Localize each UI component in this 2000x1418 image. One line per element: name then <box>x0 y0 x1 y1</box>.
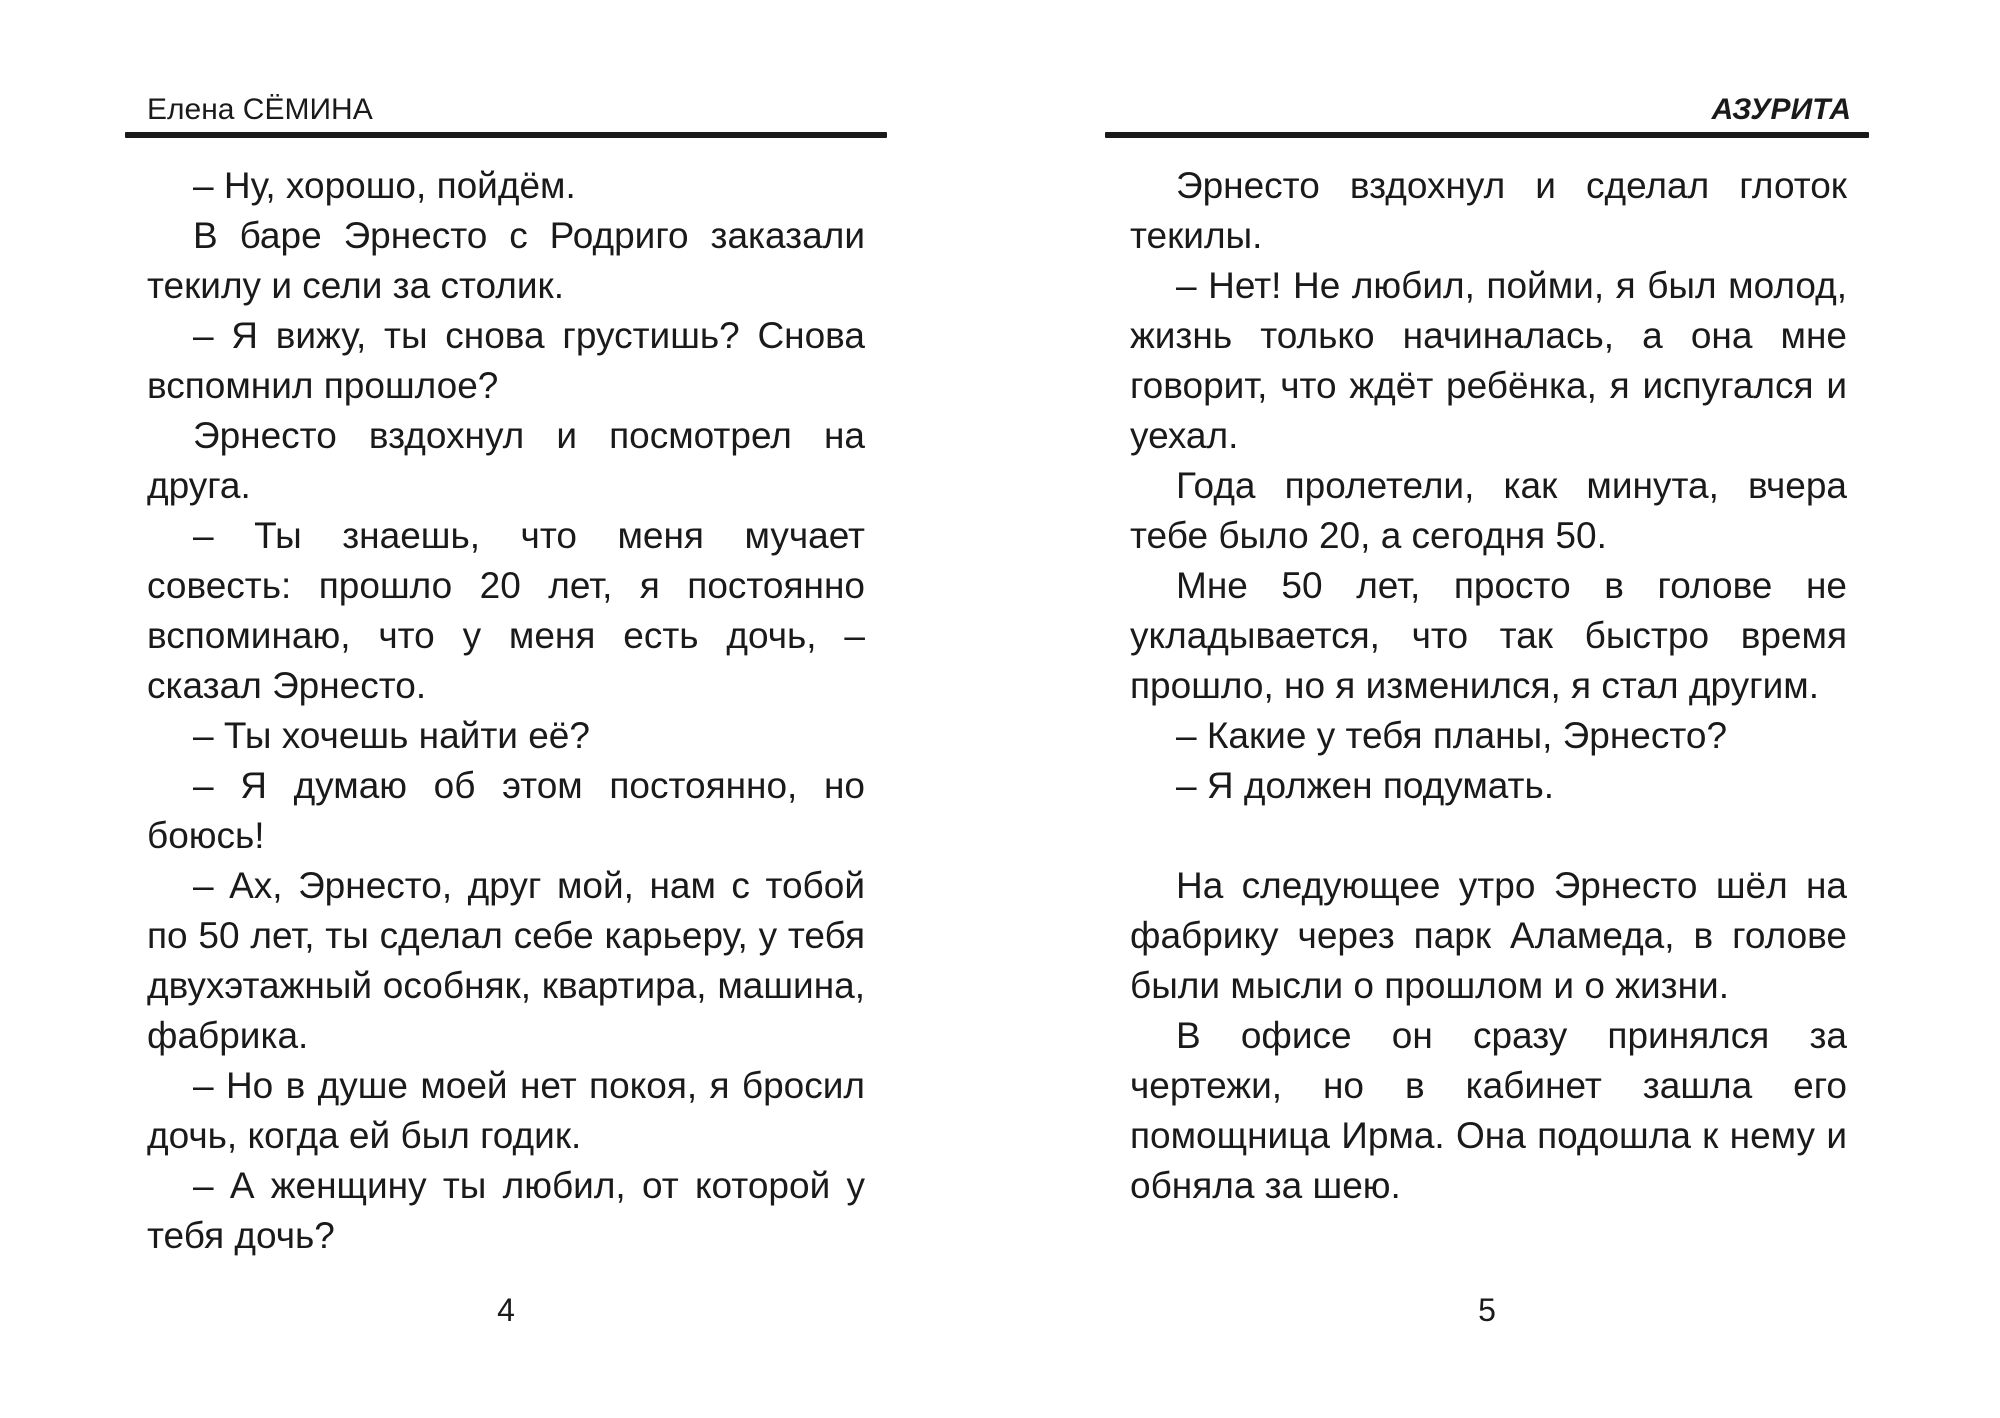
page-text <box>1130 161 1847 1211</box>
header-rule <box>125 132 887 138</box>
paragraph: Эрнесто вздохнул и сделал глоток текилы. <box>1130 165 1847 256</box>
header-rule <box>1105 132 1869 138</box>
paragraph: Мне 50 лет, просто в голове не укладывается, что так быстро время прошло, но я изменился, я стал другим. <box>1130 565 1847 706</box>
paragraph: – Нет! Не любил, пойми, я был молод, жизнь только начиналась, а она мне говорит, что ждёт ребёнка, я испугался и уехал. <box>1130 265 1847 456</box>
paragraph: – Я должен подумать. <box>1176 765 1555 806</box>
paragraph: – Ты хочешь найти её? <box>193 715 590 756</box>
page-number: 5 <box>1478 1292 1496 1328</box>
paragraph: В баре Эрнесто с Родриго заказали текилу и сели за столик. <box>147 215 865 306</box>
paragraph: – Я думаю об этом постоянно, но боюсь! <box>147 765 865 856</box>
paragraph: – Ты знаешь, что меня мучает совесть: прошло 20 лет, я постоянно вспоминаю, что у меня есть дочь, – сказал Эрнесто. <box>147 515 865 706</box>
paragraph: На следующее утро Эрнесто шёл на фабрику через парк Аламеда, в голове были мысли о прошлом и о жизни. <box>1130 865 1847 1006</box>
paragraph: – Ну, хорошо, пойдём. <box>193 165 576 206</box>
paragraph: – Ах, Эрнесто, друг мой, нам с тобой по 50 лет, ты сделал себе карьеру, у тебя двухэтажный особняк, квартира, машина, фабрика. <box>147 865 865 1056</box>
section-break <box>1130 811 1847 861</box>
paragraph: Эрнесто вздохнул и посмотрел на друга. <box>147 415 865 506</box>
paragraph: – Какие у тебя планы, Эрнесто? <box>1176 715 1728 756</box>
paragraph: – А женщину ты любил, от которой у тебя дочь? <box>147 1165 865 1256</box>
running-head-title: АЗУРИТА <box>1711 93 1851 126</box>
paragraph: – Но в душе моей нет покоя, я бросил дочь, когда ей был годик. <box>147 1065 865 1156</box>
page-number: 4 <box>497 1292 515 1328</box>
paragraph: В офисе он сразу принялся за чертежи, но в кабинет зашла его помощница Ирма. Она подошла к нему и обняла за шею. <box>1130 1015 1847 1206</box>
left-page <box>125 0 887 1418</box>
paragraph: – Я вижу, ты снова грустишь? Снова вспомнил прошлое? <box>147 315 865 406</box>
page-text <box>147 161 865 1261</box>
right-page <box>1105 0 1869 1418</box>
running-head-author: Елена СЁМИНА <box>147 93 373 126</box>
paragraph: Года пролетели, как минута, вчера тебе было 20, а сегодня 50. <box>1130 465 1847 556</box>
